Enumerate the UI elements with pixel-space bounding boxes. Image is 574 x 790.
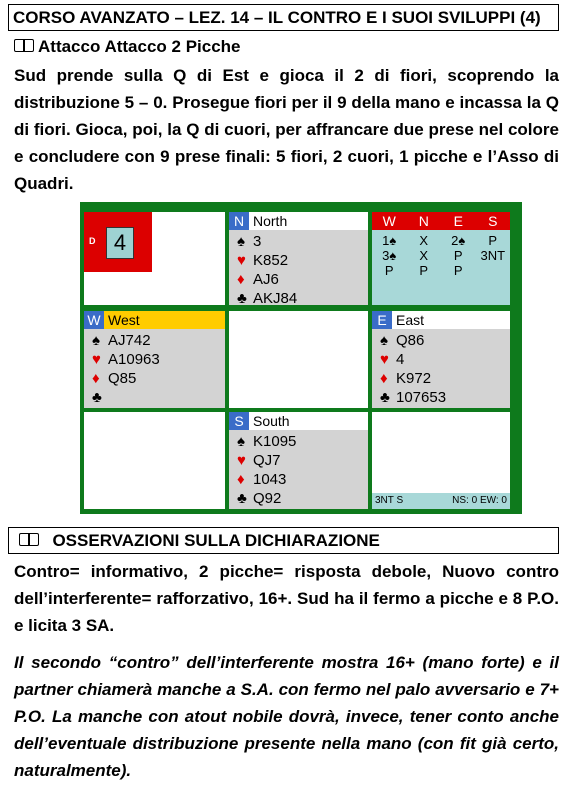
auction-header-cell: N [418,213,429,229]
east-clubs: 107653 [396,389,447,406]
north-diamonds: AJ6 [253,271,279,288]
west-spades: AJ742 [108,332,151,349]
spade-icon: ♠ [380,332,388,349]
auction-bid: P [488,233,498,248]
club-icon: ♣ [237,290,247,307]
auction-header-cell: E [453,213,463,229]
north-spades: 3 [253,233,262,250]
diamond-icon: ♦ [237,471,245,488]
south-name: South [253,413,290,429]
board-number: 4 [106,227,134,259]
observations-title: OSSERVAZIONI SULLA DICHIARAZIONE [52,531,380,550]
club-icon: ♣ [92,389,102,406]
lead-line [14,37,241,57]
west-hearts: A10963 [108,351,160,368]
intro-paragraph: Sud prende sulla Q di Est e gioca il 2 di fiori, scoprendo la distribuzione 5 – 0. Prosegue fiori per il 9 della mano e incassa la Q di fiori. Gioca, poi, la Q di cuori, per affrancare due prese nel colore e concludere con 9 prese finali: 5 fiori, 2 cuori, 1 picche e l’Asso di Quadri. [14,66,559,193]
auction-bid: P [419,263,429,278]
east-direction-badge: E [372,311,392,329]
page-title: CORSO AVANZATO – LEZ. 14 – IL CONTRO E I SUOI SVILUPPI (4) [8,4,559,31]
east-name: East [396,312,425,328]
heart-icon: ♥ [237,452,246,469]
north-hearts: K852 [253,252,289,269]
auction-bid: 3♠ [382,248,397,263]
auction-header-cell: S [488,213,498,229]
south-diamonds: 1043 [253,471,287,488]
north-clubs: AKJ84 [253,290,298,307]
east-spades: Q86 [396,332,425,349]
south-direction-badge: S [229,412,249,430]
north-hand [229,212,368,305]
west-hand [84,311,225,408]
auction-bid [476,263,511,278]
book-icon [14,39,34,52]
south-hearts: QJ7 [253,452,281,469]
heart-icon: ♥ [237,252,246,269]
auction-row [372,263,510,278]
auction-table [372,212,510,305]
east-hand [372,311,510,408]
west-diamonds: Q85 [108,370,137,387]
south-clubs: Q92 [253,490,282,507]
result-cell [372,412,510,509]
auction-bid: 2♠ [451,233,466,248]
bridge-diagram [80,202,522,514]
dealer-indicator [84,212,152,272]
auction-bid: 1♠ [382,233,397,248]
spade-icon: ♠ [237,433,245,450]
spade-icon: ♠ [92,332,100,349]
spade-icon: ♠ [237,233,245,250]
auction-header-cell: W [382,213,396,229]
auction-header [372,212,510,230]
auction-bid: 3NT [480,248,506,263]
club-icon: ♣ [237,490,247,507]
diamond-icon: ♦ [237,271,245,288]
contract-label: 3NT S [375,495,404,506]
empty-cell [84,412,225,509]
auction-bid: P [453,263,463,278]
auction-bid: P [453,248,463,263]
result-bar [372,493,510,509]
east-hearts: 4 [396,351,405,368]
north-direction-badge: N [229,212,249,230]
diamond-icon: ♦ [92,370,100,387]
auction-bid: P [384,263,394,278]
board-info-cell [84,212,225,305]
lead-text: Attacco Attacco 2 Picche [38,37,241,56]
south-hand [229,412,368,509]
club-icon: ♣ [380,389,390,406]
heart-icon: ♥ [380,351,389,368]
north-name: North [253,213,288,229]
score-label: NS: 0 EW: 0 [452,495,507,506]
south-spades: K1095 [253,433,297,450]
auction-bid: X [419,233,429,248]
book-icon [19,533,39,546]
table-center [229,311,368,408]
bidding-notes: Contro= informativo, 2 picche= risposta debole, Nuovo contro dell’interferente= rafforzativo, 16+. Sud ha il fermo a picche e 8 P.O. e licita 3 SA. [14,562,559,635]
commentary: Il secondo “contro” dell’interferente mostra 16+ (mano forte) e il partner chiamerà manche a S.A. con fermo nel palo avversario e 7+ P.O. La manche con atout nobile dovrà, invece, tener conto anche dell’eventuale distribuzione presente nella mano (con fit già certo, naturalmente). [14,653,559,780]
auction-bid: X [419,248,429,263]
observations-header [8,527,559,554]
heart-icon: ♥ [92,351,101,368]
east-diamonds: K972 [396,370,432,387]
dealer-label: D [89,236,96,246]
diamond-icon: ♦ [380,370,388,387]
auction-row [372,233,510,248]
west-direction-badge: W [84,311,104,329]
auction-row [372,248,510,263]
west-name: West [108,312,140,328]
